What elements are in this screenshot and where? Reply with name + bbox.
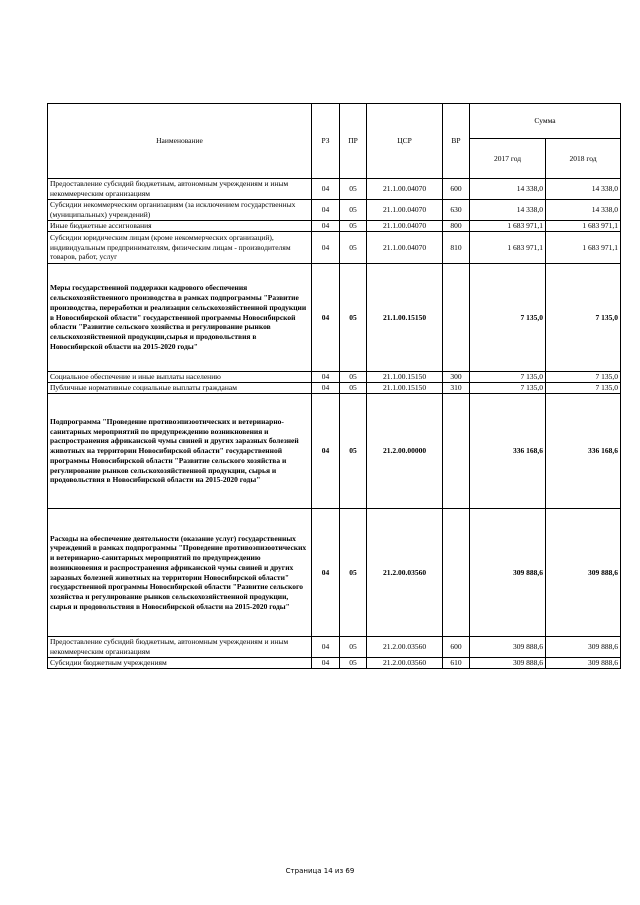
- cell-y2018: 7 135,0: [546, 264, 621, 372]
- header-2018: 2018 год: [546, 139, 621, 179]
- cell-csr: 21.2.00.00000: [367, 394, 443, 509]
- cell-y2017: 309 888,6: [470, 509, 546, 637]
- table-row: [48, 394, 621, 509]
- cell-y2018: 309 888,6: [546, 509, 621, 637]
- cell-vr: 630: [443, 200, 470, 221]
- header-name: Наименование: [48, 104, 312, 179]
- cell-name: Субсидии некоммерческим организациям (за исключением государственных (муниципальных) учреждений): [48, 200, 312, 221]
- cell-y2018: 14 338,0: [546, 179, 621, 200]
- header-csr: ЦСР: [367, 104, 443, 179]
- cell-y2017: 1 683 971,1: [470, 221, 546, 232]
- cell-vr: 600: [443, 179, 470, 200]
- cell-csr: 21.1.00.15150: [367, 383, 443, 394]
- cell-y2017: 309 888,6: [470, 637, 546, 658]
- cell-y2017: 336 168,6: [470, 394, 546, 509]
- cell-name: Субсидии бюджетным учреждениям: [48, 658, 312, 669]
- table-row: [48, 179, 621, 200]
- cell-y2018: 7 135,0: [546, 383, 621, 394]
- cell-name: Подпрограмма "Проведение противоэпизоотических и ветеринарно-санитарных мероприятий по предупреждению возникновения и распространения африканской чумы свиней и других заразных болезней животных на территории Новосибирской области" государственной программы Новосибирской области "Развитие сельского хозяйства и регулирование рынков сельскохозяйственной продукции, сырья и продовольствия в Новосибирской области на 2015-2020 годы": [48, 394, 312, 509]
- cell-name: Иные бюджетные ассигнования: [48, 221, 312, 232]
- cell-rz: 04: [312, 383, 340, 394]
- cell-name: Предоставление субсидий бюджетным, автономным учреждениям и иным некоммерческим организациям: [48, 179, 312, 200]
- cell-csr: 21.1.00.04070: [367, 200, 443, 221]
- table-row: [48, 221, 621, 232]
- cell-y2017: 309 888,6: [470, 658, 546, 669]
- cell-y2018: 1 683 971,1: [546, 221, 621, 232]
- header-2017: 2017 год: [470, 139, 546, 179]
- cell-y2017: 14 338,0: [470, 200, 546, 221]
- table-row: [48, 509, 621, 637]
- page-footer: Страница 14 из 69: [285, 867, 355, 875]
- cell-y2018: 7 135,0: [546, 372, 621, 383]
- cell-vr: 310: [443, 383, 470, 394]
- cell-csr: 21.2.00.03560: [367, 658, 443, 669]
- table-row: [48, 637, 621, 658]
- budget-table: [47, 103, 621, 669]
- cell-y2018: 1 683 971,1: [546, 232, 621, 264]
- table-row: [48, 232, 621, 264]
- cell-y2018: 336 168,6: [546, 394, 621, 509]
- cell-pr: 05: [340, 264, 367, 372]
- cell-vr: 810: [443, 232, 470, 264]
- cell-name: Публичные нормативные социальные выплаты гражданам: [48, 383, 312, 394]
- cell-pr: 05: [340, 372, 367, 383]
- cell-vr: [443, 264, 470, 372]
- table-row: [48, 383, 621, 394]
- cell-csr: 21.1.00.15150: [367, 372, 443, 383]
- cell-vr: 600: [443, 637, 470, 658]
- cell-rz: 04: [312, 509, 340, 637]
- cell-name: Меры государственной поддержки кадрового обеспечения сельскохозяйственного производства в рамках подпрограммы "Развитие производства, переработки и реализации сельскохозяйственной продукции в Новосибирской области" государственной программы Новосибирской области "Развитие сельского хозяйства и регулирование рынков сельскохозяйственной продукции,сырья и продовольствия в Новосибирской области на 2015-2020 годы": [48, 264, 312, 372]
- cell-pr: 05: [340, 383, 367, 394]
- cell-vr: 800: [443, 221, 470, 232]
- cell-rz: 04: [312, 179, 340, 200]
- header-sum: Сумма: [470, 104, 621, 139]
- cell-name: Субсидии юридическим лицам (кроме некоммерческих организаций), индивидуальным предпринимателям, физическим лицам - производителям товаров, работ, услуг: [48, 232, 312, 264]
- cell-csr: 21.1.00.04070: [367, 179, 443, 200]
- cell-rz: 04: [312, 200, 340, 221]
- cell-y2017: 7 135,0: [470, 383, 546, 394]
- header-pr: ПР: [340, 104, 367, 179]
- cell-y2017: 1 683 971,1: [470, 232, 546, 264]
- cell-vr: 610: [443, 658, 470, 669]
- cell-rz: 04: [312, 658, 340, 669]
- cell-pr: 05: [340, 509, 367, 637]
- cell-vr: [443, 509, 470, 637]
- header-rz: РЗ: [312, 104, 340, 179]
- cell-pr: 05: [340, 200, 367, 221]
- cell-vr: 300: [443, 372, 470, 383]
- cell-y2018: 309 888,6: [546, 637, 621, 658]
- cell-pr: 05: [340, 179, 367, 200]
- cell-csr: 21.1.00.04070: [367, 232, 443, 264]
- table-row: [48, 264, 621, 372]
- cell-rz: 04: [312, 637, 340, 658]
- cell-name: Расходы на обеспечение деятельности (оказание услуг) государственных учреждений в рамках подпрограммы "Проведение противоэпизоотических и ветеринарно-санитарных мероприятий по предупреждению возникновения и распространения африканской чумы свиней и других заразных болезней животных на территории Новосибирской области" государственной программы Новосибирской области "Развитие сельского хозяйства и регулирование рынков сельскохозяйственной продукции, сырья и продовольствия в Новосибирской области на 2015-2020 годы": [48, 509, 312, 637]
- table-body: [48, 179, 621, 669]
- cell-y2017: 7 135,0: [470, 264, 546, 372]
- table-row: [48, 658, 621, 669]
- cell-pr: 05: [340, 658, 367, 669]
- cell-csr: 21.1.00.15150: [367, 264, 443, 372]
- cell-rz: 04: [312, 372, 340, 383]
- cell-name: Предоставление субсидий бюджетным, автономным учреждениям и иным некоммерческим организациям: [48, 637, 312, 658]
- cell-y2018: 14 338,0: [546, 200, 621, 221]
- cell-csr: 21.2.00.03560: [367, 637, 443, 658]
- cell-pr: 05: [340, 221, 367, 232]
- cell-pr: 05: [340, 637, 367, 658]
- cell-y2017: 14 338,0: [470, 179, 546, 200]
- cell-y2017: 7 135,0: [470, 372, 546, 383]
- table-row: [48, 200, 621, 221]
- cell-csr: 21.2.00.03560: [367, 509, 443, 637]
- cell-rz: 04: [312, 221, 340, 232]
- cell-name: Социальное обеспечение и иные выплаты населению: [48, 372, 312, 383]
- cell-rz: 04: [312, 264, 340, 372]
- cell-pr: 05: [340, 394, 367, 509]
- cell-rz: 04: [312, 232, 340, 264]
- cell-rz: 04: [312, 394, 340, 509]
- cell-pr: 05: [340, 232, 367, 264]
- cell-vr: [443, 394, 470, 509]
- cell-csr: 21.1.00.04070: [367, 221, 443, 232]
- cell-y2018: 309 888,6: [546, 658, 621, 669]
- header-vr: ВР: [443, 104, 470, 179]
- table-row: [48, 372, 621, 383]
